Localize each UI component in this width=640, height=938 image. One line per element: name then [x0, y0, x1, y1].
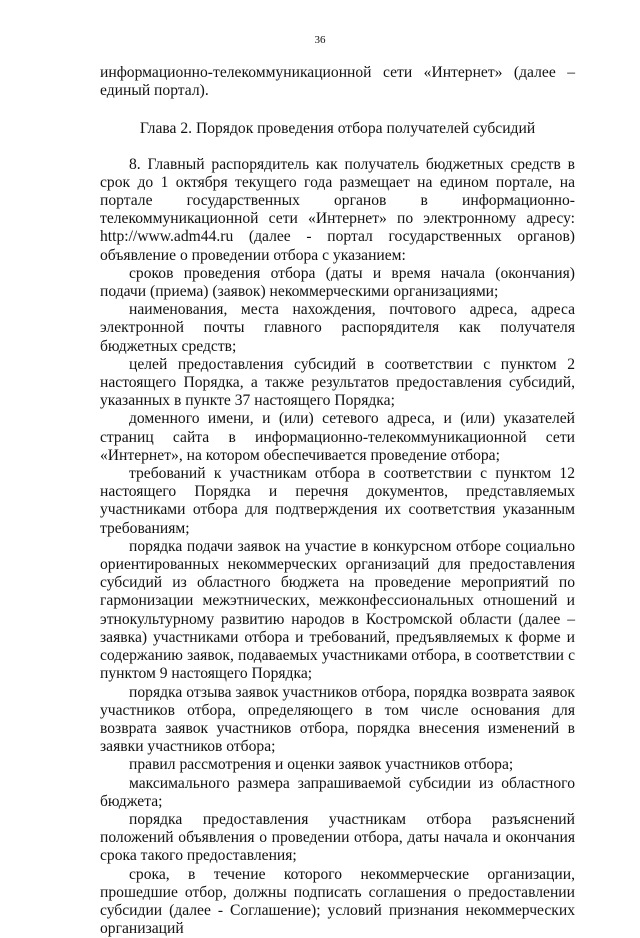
chapter-heading: Глава 2. Порядок проведения отбора получателей субсидий — [139, 120, 536, 138]
list-item-withdrawal-order: порядка отзыва заявок участников отбора, порядка возврата заявок участников отбора, определяющего в том числе основания для возврата заявок участников отбора, порядка внесения изменений в заявки участников отбора; — [100, 683, 575, 756]
paragraph-continuation: информационно-телекоммуникационной сети «Интернет» (далее – единый портал). — [100, 64, 575, 100]
list-item-name-address: наименования, места нахождения, почтового адреса, адреса электронной почты главного распорядителя как получателя бюджетных средств; — [100, 301, 575, 355]
list-item-clarifications: порядка предоставления участникам отбора разъяснений положений объявления о проведении отбора, даты начала и окончания срока такого предоставления; — [100, 810, 575, 865]
list-item-goals: целей предоставления субсидий в соответствии с пунктом 2 настоящего Порядка, а также результатов предоставления субсидий, указанных в пункте 37 настоящего Порядка; — [100, 355, 575, 410]
list-item-submission-order: порядка подачи заявок на участие в конкурсном отборе социально ориентированных некоммерческих организаций для предоставления субсидий из областного бюджета на проведение мероприятий по гармонизации межэтнических, межконфессиональных отношений и этнокультурному развитию народов в Костромской области (далее – заявка) участниками отбора и требований, предъявляемых к форме и содержанию заявок, подаваемых участниками отбора, в соответствии с пунктом 9 настоящего Порядка; — [100, 537, 575, 683]
list-item-evaluation-rules: правил рассмотрения и оценки заявок участников отбора; — [129, 756, 514, 774]
list-item-requirements: требований к участникам отбора в соответствии с пунктом 12 настоящего Порядка и перечня документов, представляемых участниками отбора для подтверждения их соответствия указанным требованиям; — [100, 465, 575, 537]
list-item-max-subsidy: максимального размера запрашиваемой субсидии из областного бюджета; — [100, 774, 575, 810]
list-item-signing-deadline: срока, в течение которого некоммерческие организации, прошедшие отбор, должны подписать соглашения о предоставлении субсидии (далее - Соглашение); условий признания некоммерческих организаций — [100, 865, 575, 938]
document-body — [100, 64, 575, 938]
list-item-deadlines: сроков проведения отбора (даты и время начала (окончания) подачи (приема) (заявок) некоммерческими организациями; — [100, 264, 575, 301]
page-number: 36 — [314, 34, 326, 46]
list-item-domain: доменного имени, и (или) сетевого адреса, и (или) указателей страниц сайта в информационно-телекоммуникационной сети «Интернет», на котором обеспечивается проведение отбора; — [100, 410, 575, 464]
paragraph-8: 8. Главный распорядитель как получатель бюджетных средств в срок до 1 октября текущего года размещает на едином портале, на портале государственных органов в информационно-телекоммуникационной сети «Интернет» по электронному адресу: http://www.adm44.ru (далее - портал государственных органов) объявление о проведении отбора с указанием: — [100, 155, 575, 264]
